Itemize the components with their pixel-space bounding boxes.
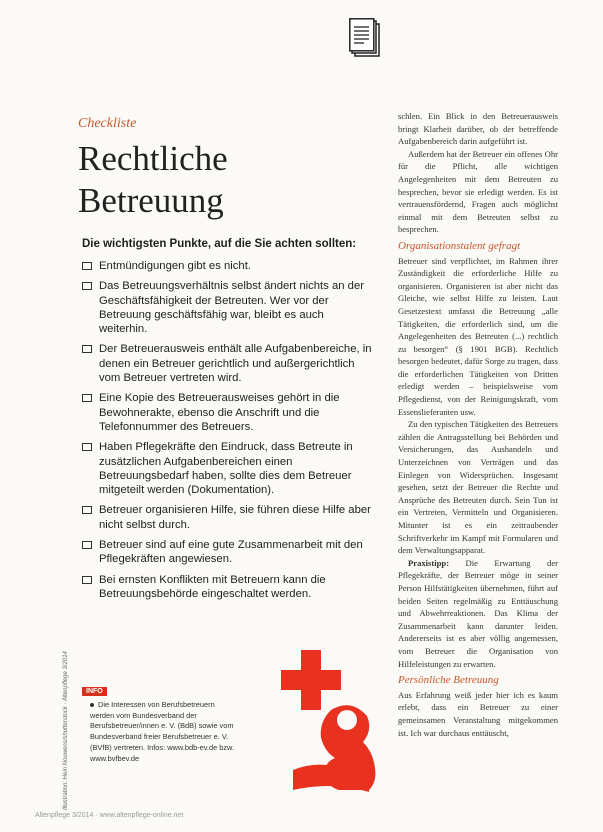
checklist-item-text: Bei ernsten Konflikten mit Betreuern kann die Betreuungsbehörde eingeschaltet werden. xyxy=(99,573,326,600)
checklist-item-text: Eine Kopie des Betreuerausweises gehört in die Bewohnerakte, ebenso die Anschrift und die Telefonnummer des Betreuers. xyxy=(99,392,340,433)
checklist-item-text: Das Betreuungsverhältnis selbst ändert nichts an der Geschäftsfähigkeit der Betreuten. Wer vor der Betreuung geschäftsfähig war, bleibt es auch weiterhin. xyxy=(99,280,364,336)
title-line-1: Rechtliche xyxy=(78,139,228,178)
paragraph xyxy=(398,557,558,670)
checkbox-icon xyxy=(82,506,92,514)
checklist-item-text: Betreuer sind auf eine gute Zusammenarbeit mit den Pflegekräften angewiesen. xyxy=(99,539,363,566)
info-box xyxy=(90,700,240,764)
checklist-item xyxy=(82,538,372,567)
paragraph: schlen. Ein Blick in den Betreuerausweis bringt Klarheit darüber, ob der betreffende Aufgabenbereich darin aufgeführt ist. xyxy=(398,111,558,147)
footer: Altenpflege 3/2014 · www.altenpflege-online.net xyxy=(35,812,184,819)
checklist-item-text: Betreuer organisieren Hilfe, sie führen diese Hilfe aber nicht selbst durch. xyxy=(99,504,371,531)
checklist-item xyxy=(82,259,372,273)
side-credit xyxy=(63,560,75,810)
kicker: Checkliste xyxy=(78,116,137,131)
checkbox-icon xyxy=(82,262,92,270)
praxistipp-label: Praxistipp: xyxy=(408,557,450,568)
bullet-icon xyxy=(90,703,94,707)
info-text: Die Interessen von Berufsbetreuern werden vom Bundesverband der Berufsbetreuer/innen e. V. (BdB) sowie vom Bundesverband freier Berufsbetreuer e. V. (BVfB) vertreten. Infos: www.bdb-ev.de bzw. www.bvfbev.de xyxy=(90,700,235,763)
checklist xyxy=(82,259,372,607)
praxistipp-text: Die Erwartung der Pflegekräfte, der Betreuer möge in seiner Person Hilfstätigkeiten übernehmen, führt auf beiden Seiten regelmäßig zu Enttäuschung und Abwehrreaktionen. Das Klima der Zusammenarbeit kann darunter leiden. Andererseits ist es aber völlig angemessen, vom Betreuer die Organisation von Hilfeleistungen zu erwarten. xyxy=(398,557,558,669)
checkbox-icon xyxy=(82,345,92,353)
title-line-2: Betreuung xyxy=(78,181,224,220)
checklist-item-text: Der Betreuerausweis enthält alle Aufgabenbereiche, in denen ein Betreuer gerichtlich und außergerichtlich vom Betreuer vertreten wird. xyxy=(99,343,372,385)
page-title xyxy=(78,138,338,222)
checklist-item xyxy=(82,279,372,336)
paragraph: Zu den typischen Tätigkeiten des Betreuers zählen die Antragsstellung bei Behörden und Versicherungen, das Aushandeln und Unterzeichnen von Verträgen und das Einlegen von Widersprüchen. Insgesamt gesehen, setzt der Betreuer die Rechte und Ansprüche des Betreuten durch. Sein Tun ist ein Vertreten, Vermitteln und Organisieren. Mitunter ist es ein zeitraubender Schriftverkehr im Kampf mit Formularen und dem Verwaltungsapparat. xyxy=(398,419,558,556)
section-heading: Persönliche Betreuung xyxy=(398,674,499,687)
checklist-item xyxy=(82,342,372,385)
checklist-item-text: Haben Pflegekräfte den Eindruck, dass Betreute in zusätzlichen Aufgabenbereichen einen Betreuungsbedarf haben, sollte dies dem Betreuer mitgeteilt werden (Dokumentation). xyxy=(99,441,353,497)
checklist-item xyxy=(82,573,372,602)
checklist-item xyxy=(82,391,372,434)
checklist-item xyxy=(82,503,372,532)
checkbox-icon xyxy=(82,576,92,584)
checklist-item xyxy=(82,440,372,497)
checkbox-icon xyxy=(82,443,92,451)
paragraph: Betreuer sind verpflichtet, im Rahmen ihrer Zuständigkeit die erforderliche Hilfe zu organisieren. Organisieren ist aber nicht das Gleiche, wie selbst Hilfe zu leisten. Laut Gesetzestext umfasst die Betreuung „alle Tätigkeiten, die erforderlich sind, um die Angelegenheiten des Betreuten (...) rechtlich zu besorgen“ (§ 1901 BGB). Rechtlich besorgen bedeutet, dafür Sorge zu tragen, dass die erforderlichen Tätigkeiten von Dritten erledigt werden – beispielsweise vom Pflegedienst, von der Reinigungskraft, vom Essenslieferanten usw. xyxy=(398,255,558,417)
checkbox-icon xyxy=(82,394,92,402)
checklist-lead: Die wichtigsten Punkte, auf die Sie achten sollten: xyxy=(82,238,357,250)
checkbox-icon xyxy=(82,282,92,290)
paragraph: Außerdem hat der Betreuer ein offenes Ohr für die Pflicht, alle wichtigen Angelegenheiten mit dem Betreuten zu besprechen, bevor sie erledigt werden. Es ist vertrauensfördernd, Fragen auch möglichst einmal mit dem Betreuten selbst zu besprechen. xyxy=(398,148,558,235)
checklist-item-text: Entmündigungen gibt es nicht. xyxy=(99,260,251,272)
info-tag: INFO xyxy=(82,687,107,696)
document-icon xyxy=(349,18,385,62)
paragraph: Aus Erfahrung weiß jeder hier ich es kaum erlebt, dass ein Betreuer zu einer gemeinsamen Veranstaltung mitgekommen ist. Ich war durchaus enttäuscht, xyxy=(398,689,558,738)
section-heading: Organisationstalent gefragt xyxy=(398,239,521,252)
column-two xyxy=(398,110,558,739)
red-cross-person-illustration xyxy=(273,650,383,800)
checkbox-icon xyxy=(82,541,92,549)
side-credit-text: Illustration: Hein Nouwens/shutterstock · Altenpflege 3/2014 xyxy=(63,651,69,810)
